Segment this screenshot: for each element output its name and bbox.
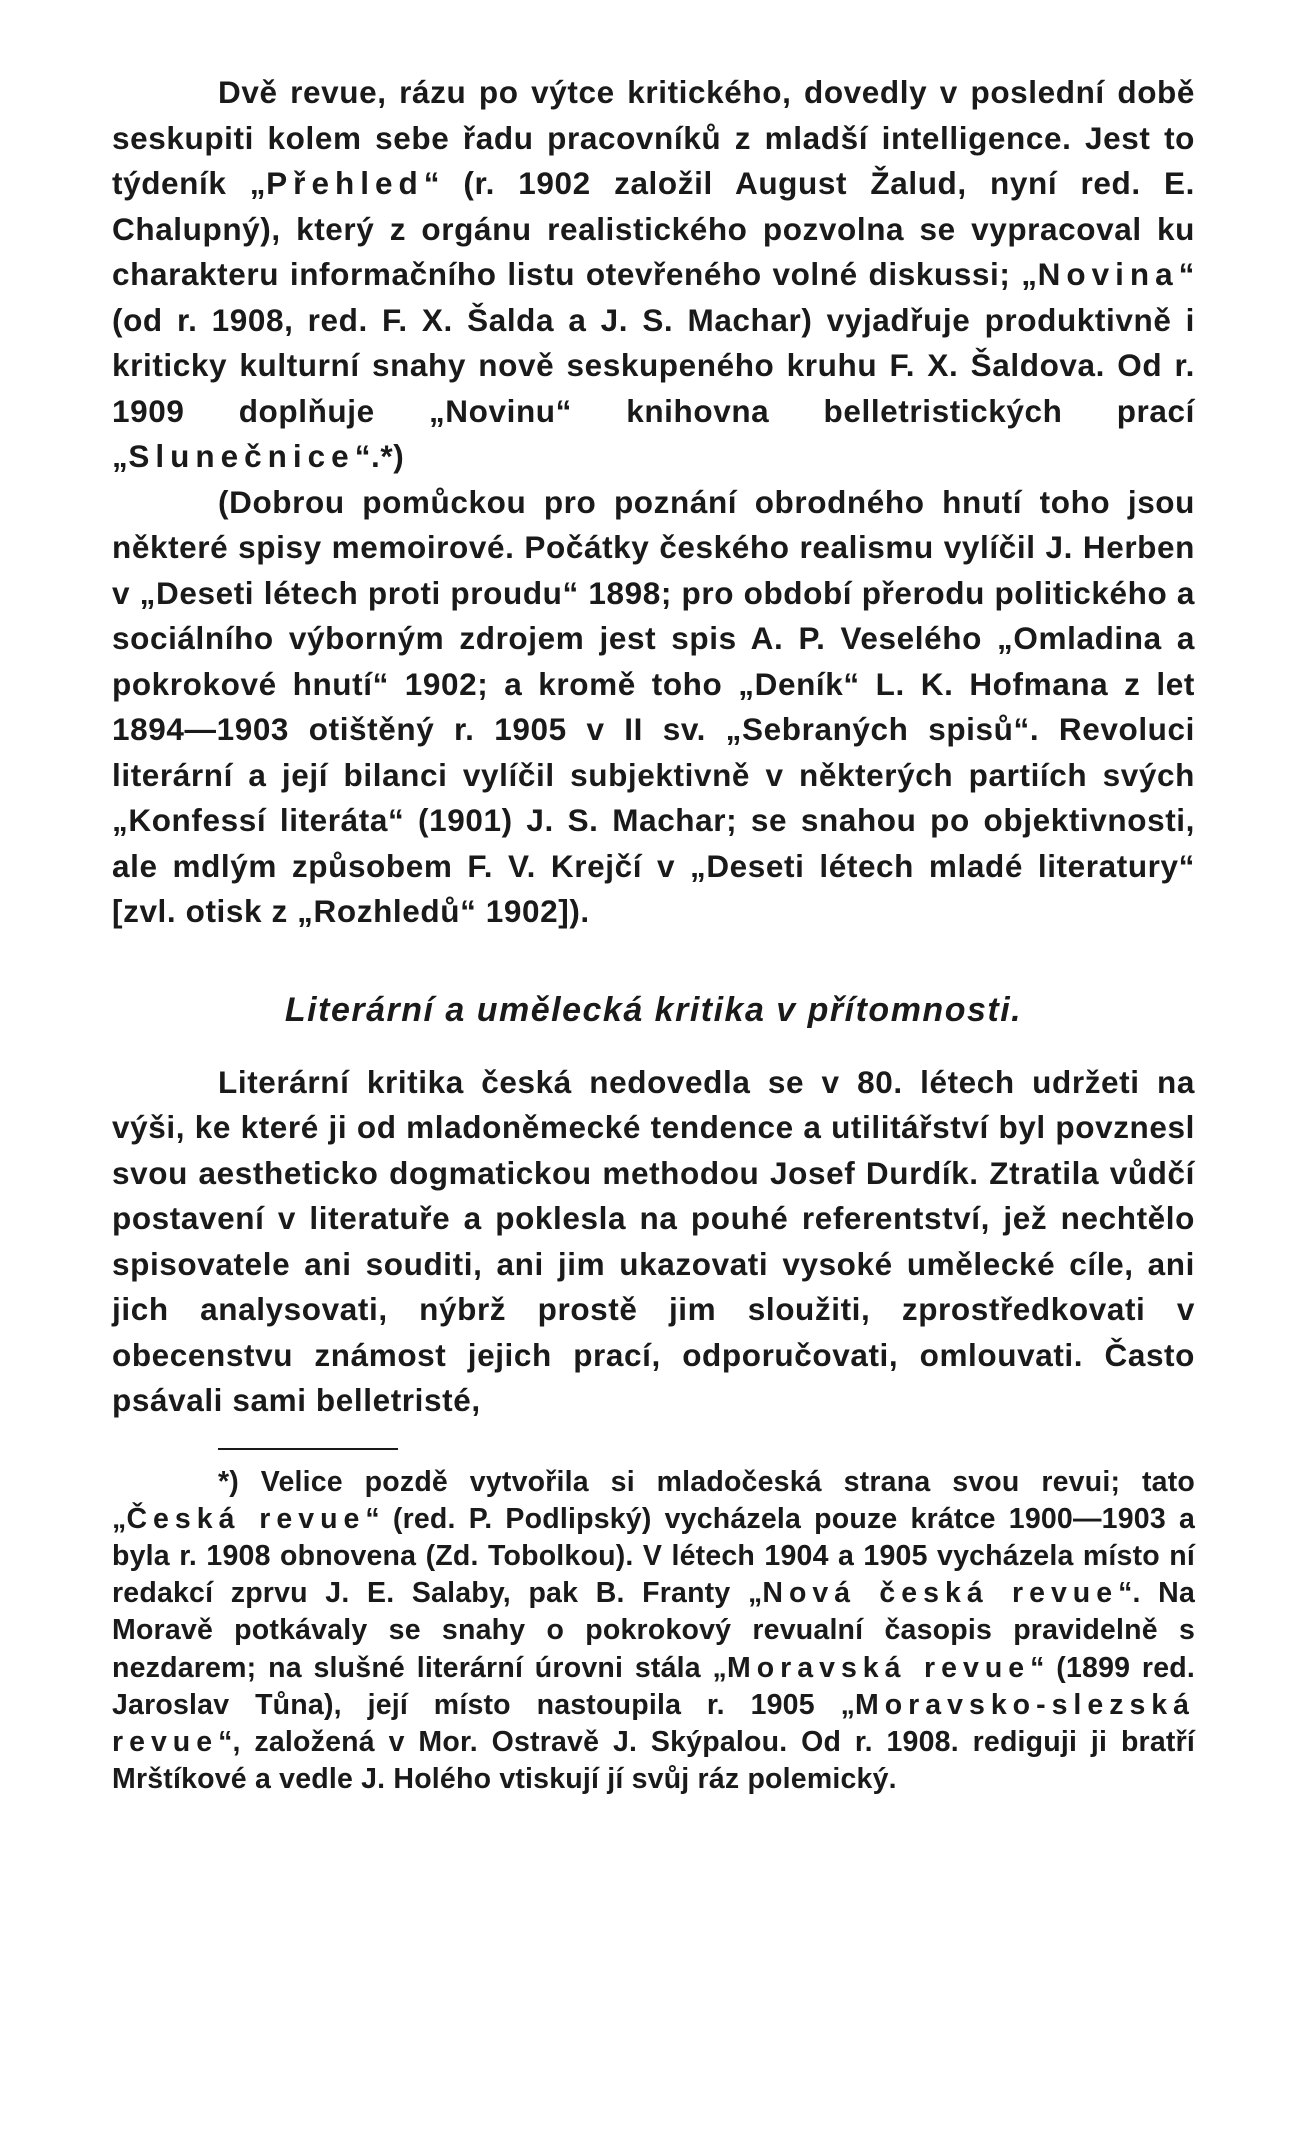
paragraph-criticism: Literární kritika česká nedovedla se v 80. létech udržeti na výši, ke které ji od mladoněmecké tendence a utilitářství byl povznesl svou aestheticko dogmatickou methodou Josef Durdík. Ztratila vůdčí postavení v literatuře a poklesla na pouhé referentství, jež nechtělo spisovatele ani souditi, ani jim ukazovati vysoké umělecké cíle, ani jich analysovati, nýbrž prostě jim sloužiti, zprostředkovati v obecenstvu známost jejich prací, odporučovati, omlouvati. Často psávali sami belletristé, xyxy=(112,1063,1195,1418)
text-run: “, založená v Mor. Ostravě J. Skýpalou. Od r. 1908. rediguji ji bratří Mrštíkové a vedle J. Holého vtiskují jí svůj ráz polemický. xyxy=(112,1725,1195,1796)
footnote xyxy=(112,1464,1195,1799)
document-page xyxy=(112,70,1195,1798)
title-moravska-revue: Moravská revue xyxy=(727,1651,1031,1684)
text-run: “.*) xyxy=(354,438,405,474)
text-run: Dvě revue, rázu po výtce kritického, dovedly v poslední době seskupiti kolem sebe řadu pracovníků z mladší intelligence. Jest to týdeník „ xyxy=(112,74,1195,201)
paragraph-revue xyxy=(112,70,1195,480)
title-nova-ceska-revue: Nová česká revue xyxy=(762,1577,1119,1610)
paragraph-memoirs: (Dobrou pomůckou pro poznání obrodného hnutí toho jsou některé spisy memoirové. Počátky českého realismu vylíčil J. Herben v „Deseti létech proti proudu“ 1898; pro období přerodu politického a sociálního výborným zdrojem jest spis A. P. Veselého „Omladina a pokrokové hnutí“ 1902; a kromě toho „Deník“ L. K. Hofmana z let 1894—1903 otištěný r. 1905 v II sv. „Sebraných spisů“. Revoluci literární a její bilanci vylíčil subjektivně v některých partiích svých „Konfessí literáta“ (1901) J. S. Machar; se snahou po objektivnosti, ale mdlým způsobem F. V. Krejčí v „Deseti létech mladé literatury“ [zvl. otisk z „Rozhledů“ 1902]). xyxy=(112,483,1195,929)
title-prehled: Přehled xyxy=(266,165,424,201)
text-run: “ (1899 red. Jaroslav Tůna), její místo nastoupila r. 1905 „ xyxy=(112,1651,1195,1721)
text-run: “ (od r. 1908, red. F. X. Šalda a J. S. Machar) vyjadřuje produktivně i kriticky kulturní snahy nově seskupeného kruhu F. X. Šaldova. Od r. 1909 doplňuje „Novinu“ knihovna belletristických prací „ xyxy=(112,256,1195,474)
section-heading: Literární a umělecká kritika v přítomnosti. xyxy=(284,990,1023,1029)
text-run: *) Velice pozdě vytvořila si mladočeská strana svou revui; tato „ xyxy=(112,1465,1195,1535)
title-novina: Novina xyxy=(1037,256,1179,292)
text-run: “ (r. 1902 založil August Žalud, nyní red. E. Chalupný), který z orgánu realistického pozvolna se vypracoval ku charakteru informačního listu otevřeného volné diskussi; „ xyxy=(112,165,1195,292)
text-run: “ (red. P. Podlipský) vycházela pouze krátce 1900—1903 a byla r. 1908 obnovena (Zd. Tobolkou). V létech 1904 a 1905 vycházela místo ní redakcí zprvu J. E. Salaby, pak B. Franty „ xyxy=(112,1502,1195,1610)
footnote-divider xyxy=(218,1448,398,1450)
text-run: “. Na Moravě potkávaly se snahy o pokrokový revualní časopis pravidelně s nezdarem; na slušné literární úrovni stála „ xyxy=(112,1577,1195,1684)
title-moravsko-slezska-revue: Moravsko-slezská revue xyxy=(112,1688,1195,1758)
title-ceska-revue: Česká revue xyxy=(126,1502,366,1535)
title-slunecnice: Slunečnice xyxy=(128,438,355,474)
